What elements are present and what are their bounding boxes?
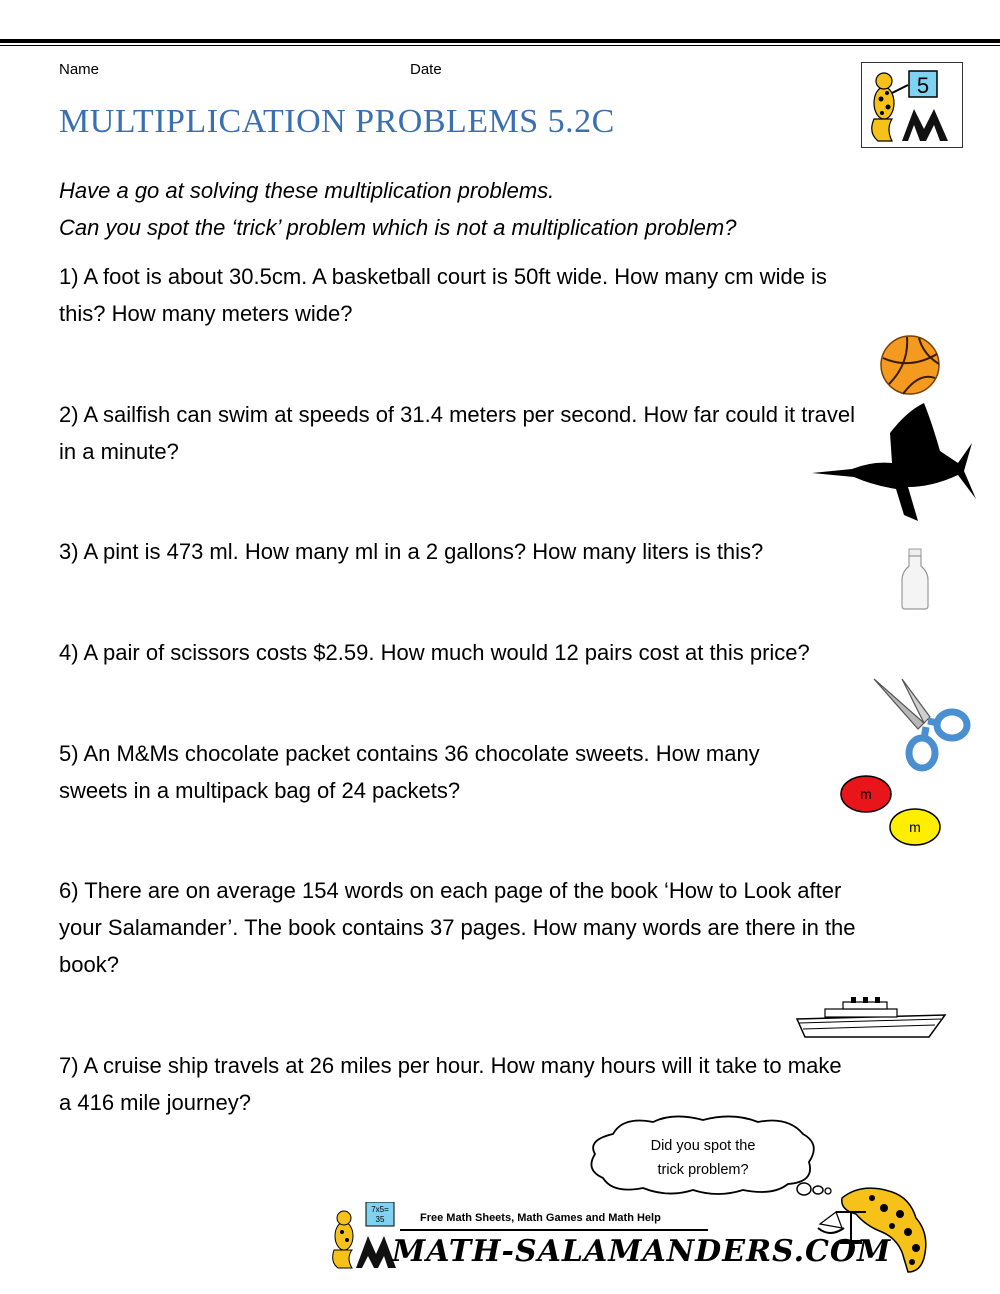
basketball-icon xyxy=(879,334,941,396)
problem-5-line-2: sweets in a multipack bag of 24 packets? xyxy=(59,778,461,803)
problem-7 xyxy=(59,1047,939,1121)
problem-7-line-2: a 416 mile journey? xyxy=(59,1090,252,1115)
footer-site-logo: MATH-SALAMANDERS.COM xyxy=(392,1234,892,1269)
problem-2-line-1: 2) A sailfish can swim at speeds of 31.4 meters per second. How far could it travel xyxy=(59,402,856,427)
footer-mini-text-1: 7x5= xyxy=(371,1205,389,1214)
date-label: Date xyxy=(410,61,442,78)
problem-5 xyxy=(59,735,939,809)
page-title: MULTIPLICATION PROBLEMS 5.2C xyxy=(59,103,615,140)
footer-salamander-icon xyxy=(326,1202,398,1270)
thought-bubble-text xyxy=(603,1134,803,1182)
instructions-line-1: Have a go at solving these multiplication problems. xyxy=(59,178,555,203)
problem-4-line-1: 4) A pair of scissors costs $2.59. How much would 12 pairs cost at this price? xyxy=(59,640,810,665)
problem-1-line-2: this? How many meters wide? xyxy=(59,301,353,326)
problem-6-line-2: your Salamander’. The book contains 37 pages. How many words are there in the xyxy=(59,915,856,940)
footer-mini-text-2: 35 xyxy=(375,1215,385,1224)
problem-7-line-1: 7) A cruise ship travels at 26 miles per hour. How many hours will it take to make xyxy=(59,1053,842,1078)
problem-1-line-1: 1) A foot is about 30.5cm. A basketball court is 50ft wide. How many cm wide is xyxy=(59,264,827,289)
top-rule xyxy=(0,39,1000,43)
problem-1 xyxy=(59,258,939,332)
problem-3 xyxy=(59,533,939,570)
instructions xyxy=(59,172,736,246)
problem-6-line-3: book? xyxy=(59,952,119,977)
scissors-icon xyxy=(872,677,972,773)
grade-number: 5 xyxy=(916,73,930,98)
problem-2-line-2: in a minute? xyxy=(59,439,179,464)
milk-bottle-icon xyxy=(898,548,932,610)
footer-tagline: Free Math Sheets, Math Games and Math Help xyxy=(420,1212,661,1224)
mm-candies xyxy=(838,773,944,849)
sailfish-icon xyxy=(812,403,977,527)
grade-logo xyxy=(861,62,963,148)
problem-5-line-1: 5) An M&Ms chocolate packet contains 36 chocolate sweets. How many xyxy=(59,741,760,766)
problem-3-line-1: 3) A pint is 473 ml. How many ml in a 2 gallons? How many liters is this? xyxy=(59,539,764,564)
problem-4 xyxy=(59,634,939,671)
instructions-line-2: Can you spot the ‘trick’ problem which is not a multiplication problem? xyxy=(59,215,737,240)
name-label: Name xyxy=(59,61,100,78)
problem-2 xyxy=(59,396,939,470)
bubble-line-1: Did you spot the xyxy=(650,1138,756,1154)
red-candy-letter: m xyxy=(860,786,872,802)
yellow-candy-letter: m xyxy=(909,819,921,835)
cruise-ship-icon xyxy=(795,997,947,1039)
problem-6-line-1: 6) There are on average 154 words on each page of the book ‘How to Look after xyxy=(59,878,842,903)
footer-rule xyxy=(400,1229,708,1231)
problem-6 xyxy=(59,872,939,983)
bubble-line-2: trick problem? xyxy=(657,1162,749,1178)
top-rule-thin xyxy=(0,45,1000,46)
salamander-grade-icon xyxy=(862,63,962,147)
